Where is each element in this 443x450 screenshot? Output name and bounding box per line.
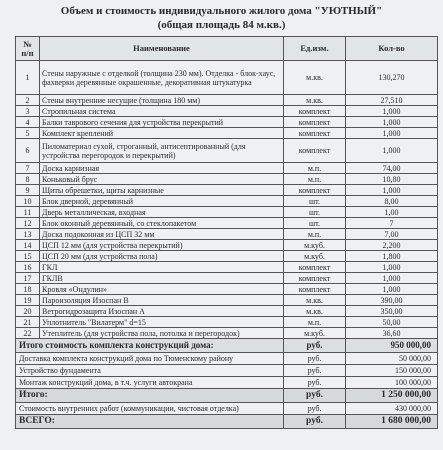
table-row <box>16 328 438 339</box>
totals-amount: 100 000,00 <box>346 377 438 389</box>
totals-label: Доставка комплекта конструкций дома по Тюменскому району <box>16 353 284 365</box>
item-number: 12 <box>16 218 40 229</box>
item-name: Блок дверной, деревянный <box>40 196 284 207</box>
item-unit: комплект <box>284 128 346 139</box>
item-unit: м.кв. <box>284 306 346 317</box>
table-row <box>16 61 438 95</box>
table-row <box>16 306 438 317</box>
item-unit: м.куб. <box>284 251 346 262</box>
header-unit: Ед.изм. <box>284 37 346 61</box>
item-number: 20 <box>16 306 40 317</box>
table-row <box>16 251 438 262</box>
table-row <box>16 106 438 117</box>
table-row <box>16 185 438 196</box>
totals-row <box>16 415 438 429</box>
item-number: 22 <box>16 328 40 339</box>
totals-row <box>16 365 438 377</box>
table-row <box>16 229 438 240</box>
totals-label: Итого: <box>16 389 284 403</box>
item-quantity: 7,00 <box>346 229 438 240</box>
table-row <box>16 196 438 207</box>
item-unit: шт. <box>284 207 346 218</box>
item-number: 14 <box>16 240 40 251</box>
item-quantity: 1,000 <box>346 185 438 196</box>
totals-label: Устройство фундамента <box>16 365 284 377</box>
item-quantity: 74,00 <box>346 163 438 174</box>
totals-amount: 1 250 000,00 <box>346 389 438 403</box>
table-row <box>16 174 438 185</box>
totals-label: ВСЕГО: <box>16 415 284 429</box>
totals-amount: 150 000,00 <box>346 365 438 377</box>
item-number: 21 <box>16 317 40 328</box>
totals-row <box>16 403 438 415</box>
totals-amount: 1 680 000,00 <box>346 415 438 429</box>
totals-label: Стоимость внутренних работ (коммуникации, чистовая отделка) <box>16 403 284 415</box>
item-quantity: 1,00 <box>346 207 438 218</box>
item-name: Щиты обрешетки, щиты карнизные <box>40 185 284 196</box>
item-unit: м.куб. <box>284 328 346 339</box>
item-unit: комплект <box>284 262 346 273</box>
item-name: Ветрогидрозащита Изоспан А <box>40 306 284 317</box>
table-row <box>16 317 438 328</box>
table-row <box>16 295 438 306</box>
table-row <box>16 284 438 295</box>
totals-unit: руб. <box>284 403 346 415</box>
item-name: Балки таврового сечения для устройства перекрытий <box>40 117 284 128</box>
totals-label: Итого стоимость комплекта конструкций дома: <box>16 339 284 353</box>
totals-unit: руб. <box>284 389 346 403</box>
table-row <box>16 273 438 284</box>
header-name: Наименование <box>40 37 284 61</box>
item-unit: м.п. <box>284 317 346 328</box>
table-row <box>16 207 438 218</box>
header-num: № п/п <box>16 37 40 61</box>
item-quantity: 2,200 <box>346 240 438 251</box>
table-row <box>16 128 438 139</box>
item-name: Кровля «Ондулин» <box>40 284 284 295</box>
item-number: 11 <box>16 207 40 218</box>
cost-table <box>15 36 438 429</box>
item-unit: м.куб. <box>284 240 346 251</box>
item-unit: комплект <box>284 139 346 163</box>
table-row <box>16 262 438 273</box>
table-row <box>16 163 438 174</box>
item-name: ЦСП 20 мм (для устройства пола) <box>40 251 284 262</box>
item-name: Утеплитель (для устройства пола, потолка и перегородок) <box>40 328 284 339</box>
item-number: 3 <box>16 106 40 117</box>
item-unit: м.п. <box>284 174 346 185</box>
item-unit: шт. <box>284 196 346 207</box>
table-row <box>16 95 438 106</box>
item-name: Уплотнитель "Вилатерм" d=15 <box>40 317 284 328</box>
document-subtitle: (общая площадь 84 м.кв.) <box>157 19 286 31</box>
item-name: Блок оконный деревянный, со стеклопакетом <box>40 218 284 229</box>
item-unit: комплект <box>284 106 346 117</box>
item-number: 19 <box>16 295 40 306</box>
item-quantity: 7 <box>346 218 438 229</box>
totals-amount: 950 000,00 <box>346 339 438 353</box>
item-unit: м.п. <box>284 163 346 174</box>
item-name: ЦСП 12 мм (для устройства перекрытий) <box>40 240 284 251</box>
item-name: Стропильная система <box>40 106 284 117</box>
item-quantity: 1,800 <box>346 251 438 262</box>
totals-unit: руб. <box>284 365 346 377</box>
item-number: 15 <box>16 251 40 262</box>
item-quantity: 1,000 <box>346 273 438 284</box>
item-unit: м.кв. <box>284 295 346 306</box>
table-row <box>16 117 438 128</box>
item-name: Пароизоляция Изоспан В <box>40 295 284 306</box>
table-header-row <box>16 37 438 61</box>
item-name: Стены наружные с отделкой (толщина 230 мм). Отделка - блок-хаус, фахверки деревянные окрашенные, декоративная штукатурка <box>40 61 284 95</box>
item-number: 7 <box>16 163 40 174</box>
header-qty: Кол-во <box>346 37 438 61</box>
item-unit: комплект <box>284 117 346 128</box>
item-unit: м.кв. <box>284 61 346 95</box>
table-row <box>16 218 438 229</box>
item-name: ГКЛ <box>40 262 284 273</box>
totals-row <box>16 353 438 365</box>
item-number: 5 <box>16 128 40 139</box>
item-name: Дверь металлическая, входная <box>40 207 284 218</box>
item-unit: комплект <box>284 273 346 284</box>
item-name: Коньковый брус <box>40 174 284 185</box>
item-number: 16 <box>16 262 40 273</box>
item-quantity: 350,00 <box>346 306 438 317</box>
item-quantity: 1,000 <box>346 106 438 117</box>
item-quantity: 8,00 <box>346 196 438 207</box>
item-quantity: 50,00 <box>346 317 438 328</box>
totals-amount: 430 000,00 <box>346 403 438 415</box>
item-quantity: 36,60 <box>346 328 438 339</box>
item-name: Пиломатериал сухой, строганный, антисептированный (для устройства перегородок и перекрытий) <box>40 139 284 163</box>
totals-amount: 50 000,00 <box>346 353 438 365</box>
item-number: 8 <box>16 174 40 185</box>
item-number: 4 <box>16 117 40 128</box>
table-row <box>16 240 438 251</box>
totals-row <box>16 339 438 353</box>
item-quantity: 390,00 <box>346 295 438 306</box>
item-quantity: 1,000 <box>346 262 438 273</box>
item-name: Доска карнизная <box>40 163 284 174</box>
item-number: 13 <box>16 229 40 240</box>
totals-unit: руб. <box>284 377 346 389</box>
item-number: 17 <box>16 273 40 284</box>
item-quantity: 10,80 <box>346 174 438 185</box>
item-unit: м.п. <box>284 229 346 240</box>
item-unit: м.кв. <box>284 95 346 106</box>
totals-unit: руб. <box>284 339 346 353</box>
item-quantity: 1,000 <box>346 284 438 295</box>
item-number: 1 <box>16 61 40 95</box>
totals-unit: руб. <box>284 415 346 429</box>
item-quantity: 27,510 <box>346 95 438 106</box>
item-quantity: 130,270 <box>346 61 438 95</box>
table-row <box>16 139 438 163</box>
totals-label: Монтаж конструкций дома, в т.ч. услуги автокрана <box>16 377 284 389</box>
item-number: 9 <box>16 185 40 196</box>
item-name: Доска подоконная из ЦСП 32 мм <box>40 229 284 240</box>
item-number: 6 <box>16 139 40 163</box>
item-quantity: 1,000 <box>346 139 438 163</box>
item-number: 18 <box>16 284 40 295</box>
item-unit: шт. <box>284 218 346 229</box>
item-quantity: 1,000 <box>346 117 438 128</box>
item-name: Стены внутренние несущие (толщина 180 мм) <box>40 95 284 106</box>
item-number: 2 <box>16 95 40 106</box>
item-unit: комплект <box>284 185 346 196</box>
document-title: Объем и стоимость индивидуального жилого дома "УЮТНЫЙ" <box>60 5 383 17</box>
item-name: Комплект креплений <box>40 128 284 139</box>
totals-row <box>16 389 438 403</box>
item-name: ГКЛВ <box>40 273 284 284</box>
item-number: 10 <box>16 196 40 207</box>
item-unit: комплект <box>284 284 346 295</box>
item-quantity: 1,000 <box>346 128 438 139</box>
totals-row <box>16 377 438 389</box>
totals-unit: руб. <box>284 353 346 365</box>
